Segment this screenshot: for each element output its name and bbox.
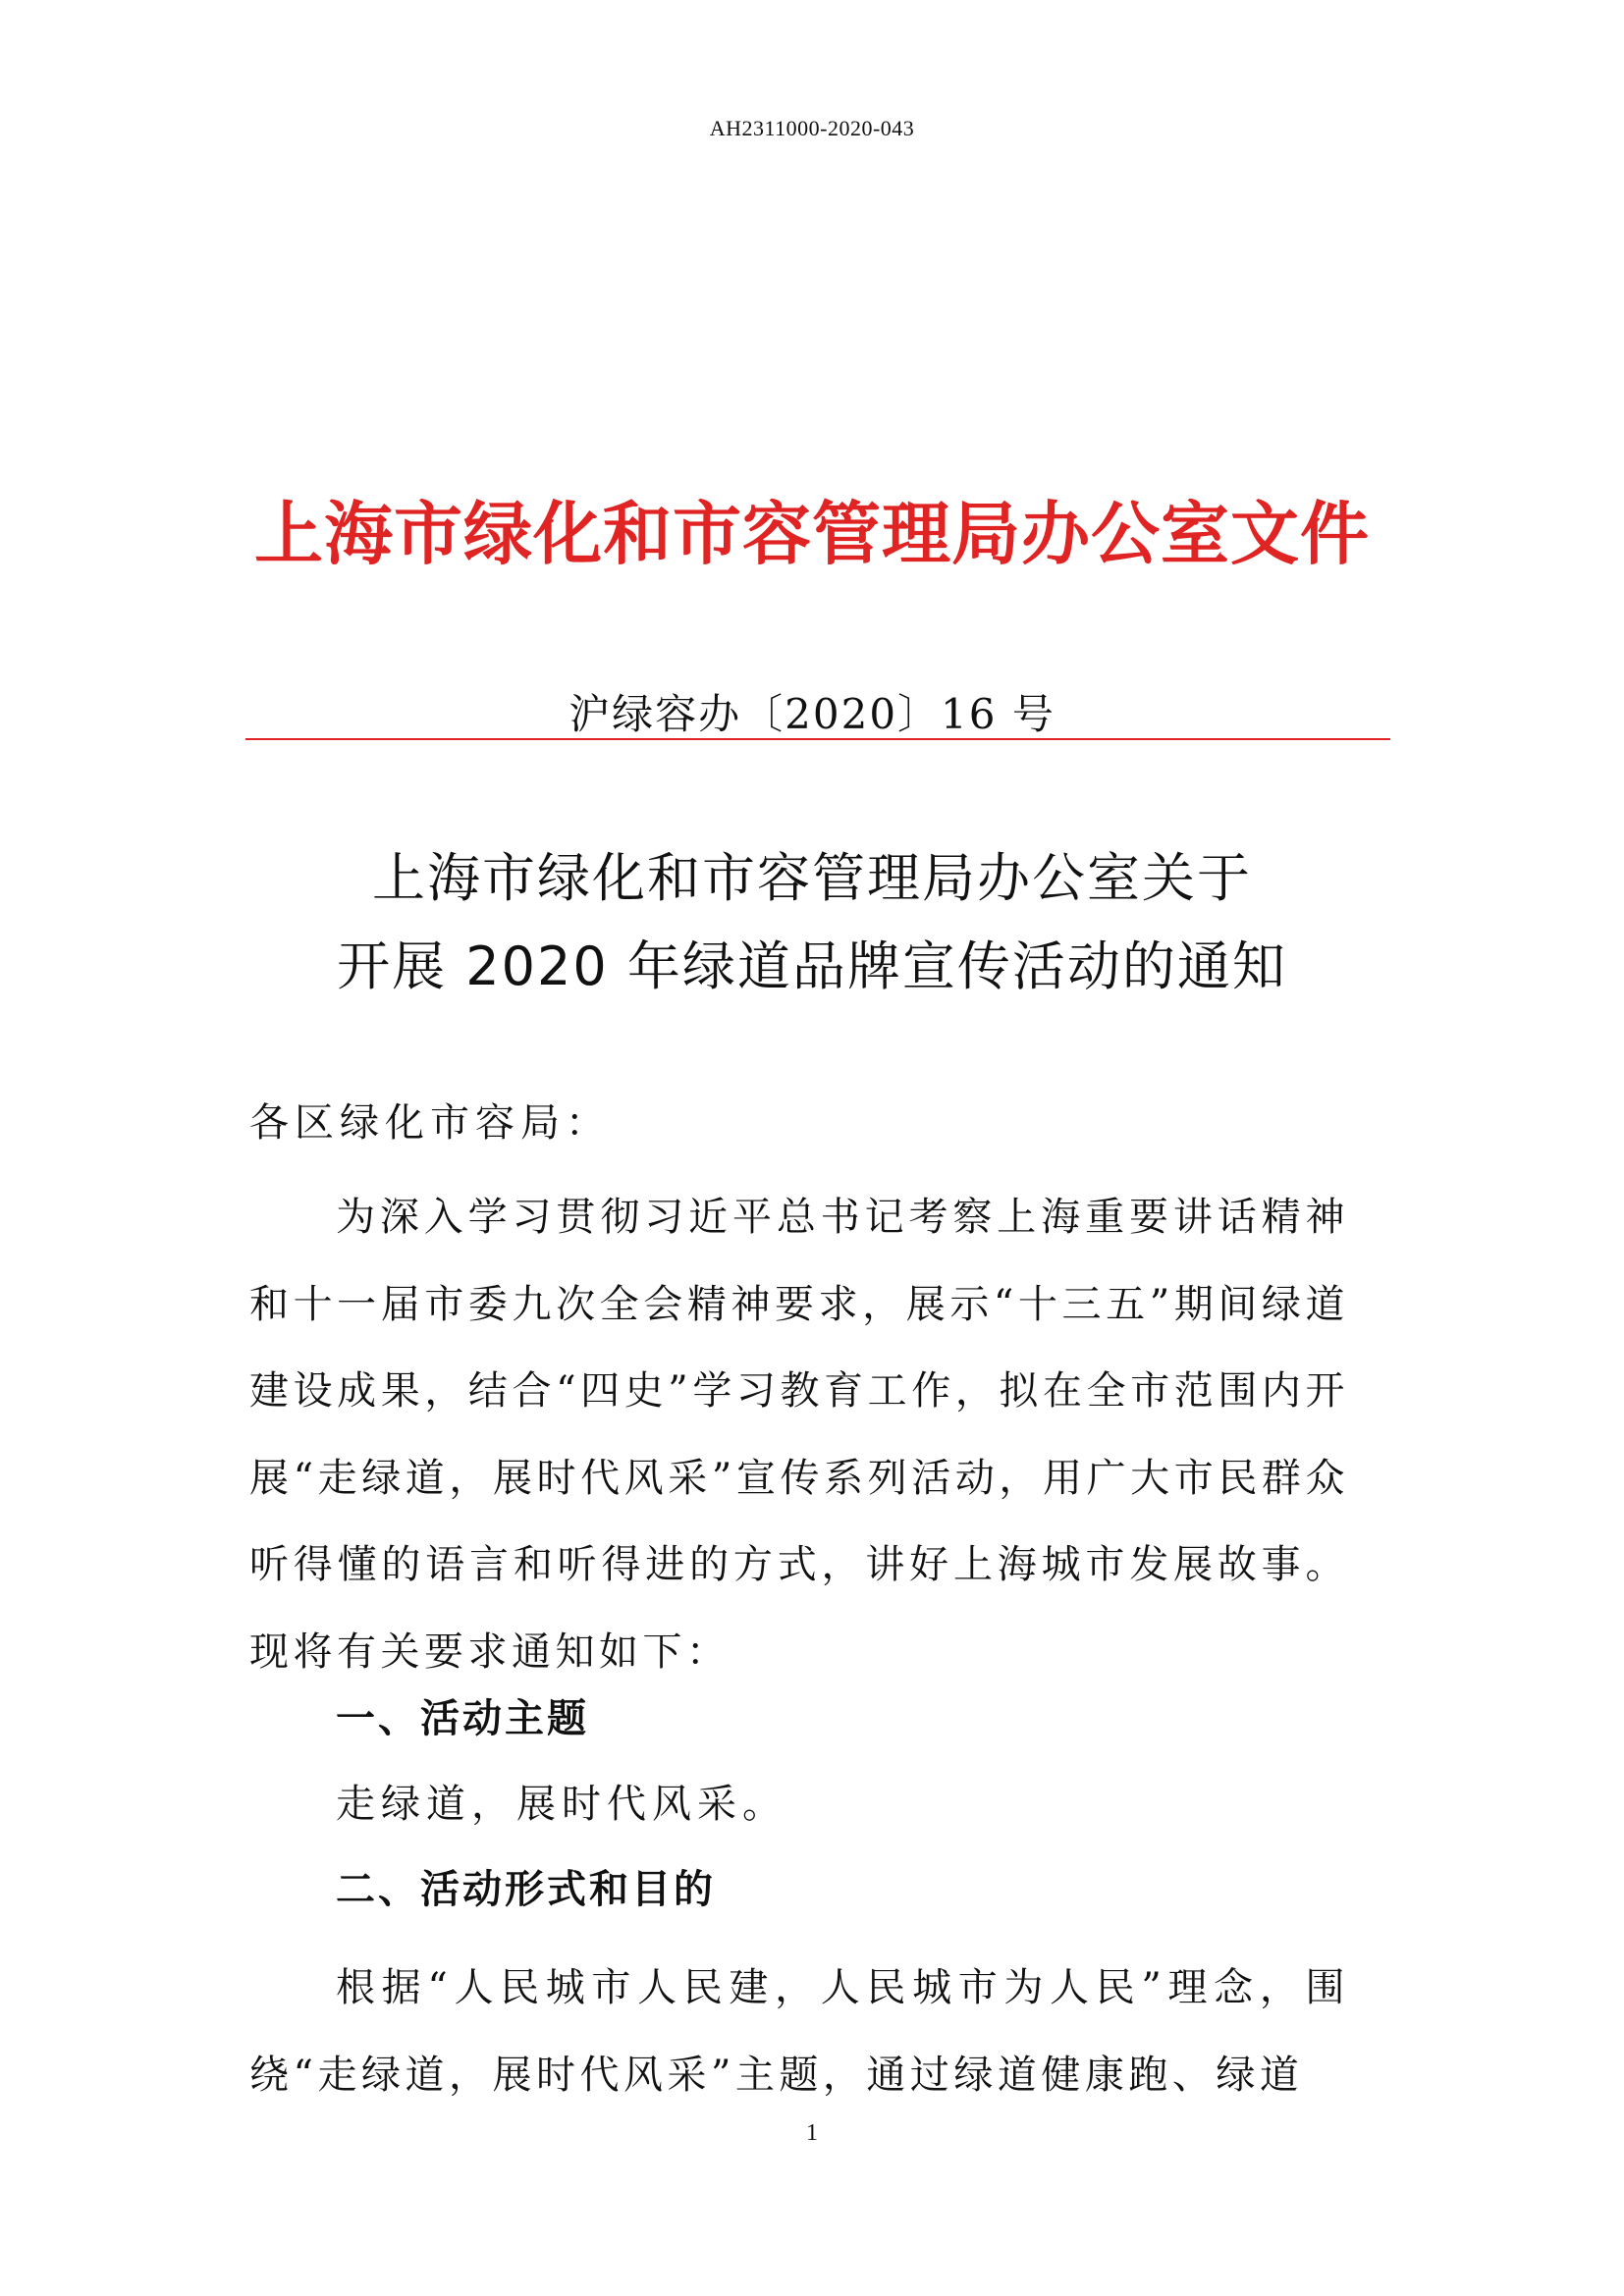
section-1-heading: 一、活动主题 bbox=[336, 1696, 589, 1741]
issuing-office-header: 上海市绿化和市容管理局办公室文件 bbox=[254, 493, 1370, 574]
salutation: 各区绿化市容局： bbox=[249, 1100, 611, 1146]
section-2-body: 根据“人民城市人民建，人民城市为人民”理念，围绕“走绿道，展时代风采”主题，通过绿道健康跑、绿道 bbox=[249, 1965, 1349, 2098]
page-number: 1 bbox=[806, 2120, 818, 2146]
notice-title-line-1: 上海市绿化和市容管理局办公室关于 bbox=[372, 847, 1252, 909]
notice-title-line-2: 开展 2020 年绿道品牌宣传活动的通知 bbox=[337, 935, 1287, 997]
document-number: 沪绿容办〔2020〕16 号 bbox=[568, 690, 1056, 738]
notice-title bbox=[0, 834, 1624, 1011]
document-code: AH2311000-2020-043 bbox=[709, 116, 915, 140]
section-2-heading: 二、活动形式和目的 bbox=[336, 1867, 716, 1912]
intro-paragraph: 为深入学习贯彻习近平总书记考察上海重要讲话精神和十一届市委九次全会精神要求，展示“十三五”期间绿道建设成果，结合“四史”学习教育工作，拟在全市范围内开展“走绿道，展时代风采”宣传系列活动，用广大市民群众听得懂的语言和听得进的方式，讲好上海城市发展故事。现将有关要求通知如下： bbox=[249, 1195, 1349, 1675]
section-1-body: 走绿道，展时代风采。 bbox=[336, 1782, 787, 1827]
red-divider-line bbox=[245, 738, 1390, 740]
